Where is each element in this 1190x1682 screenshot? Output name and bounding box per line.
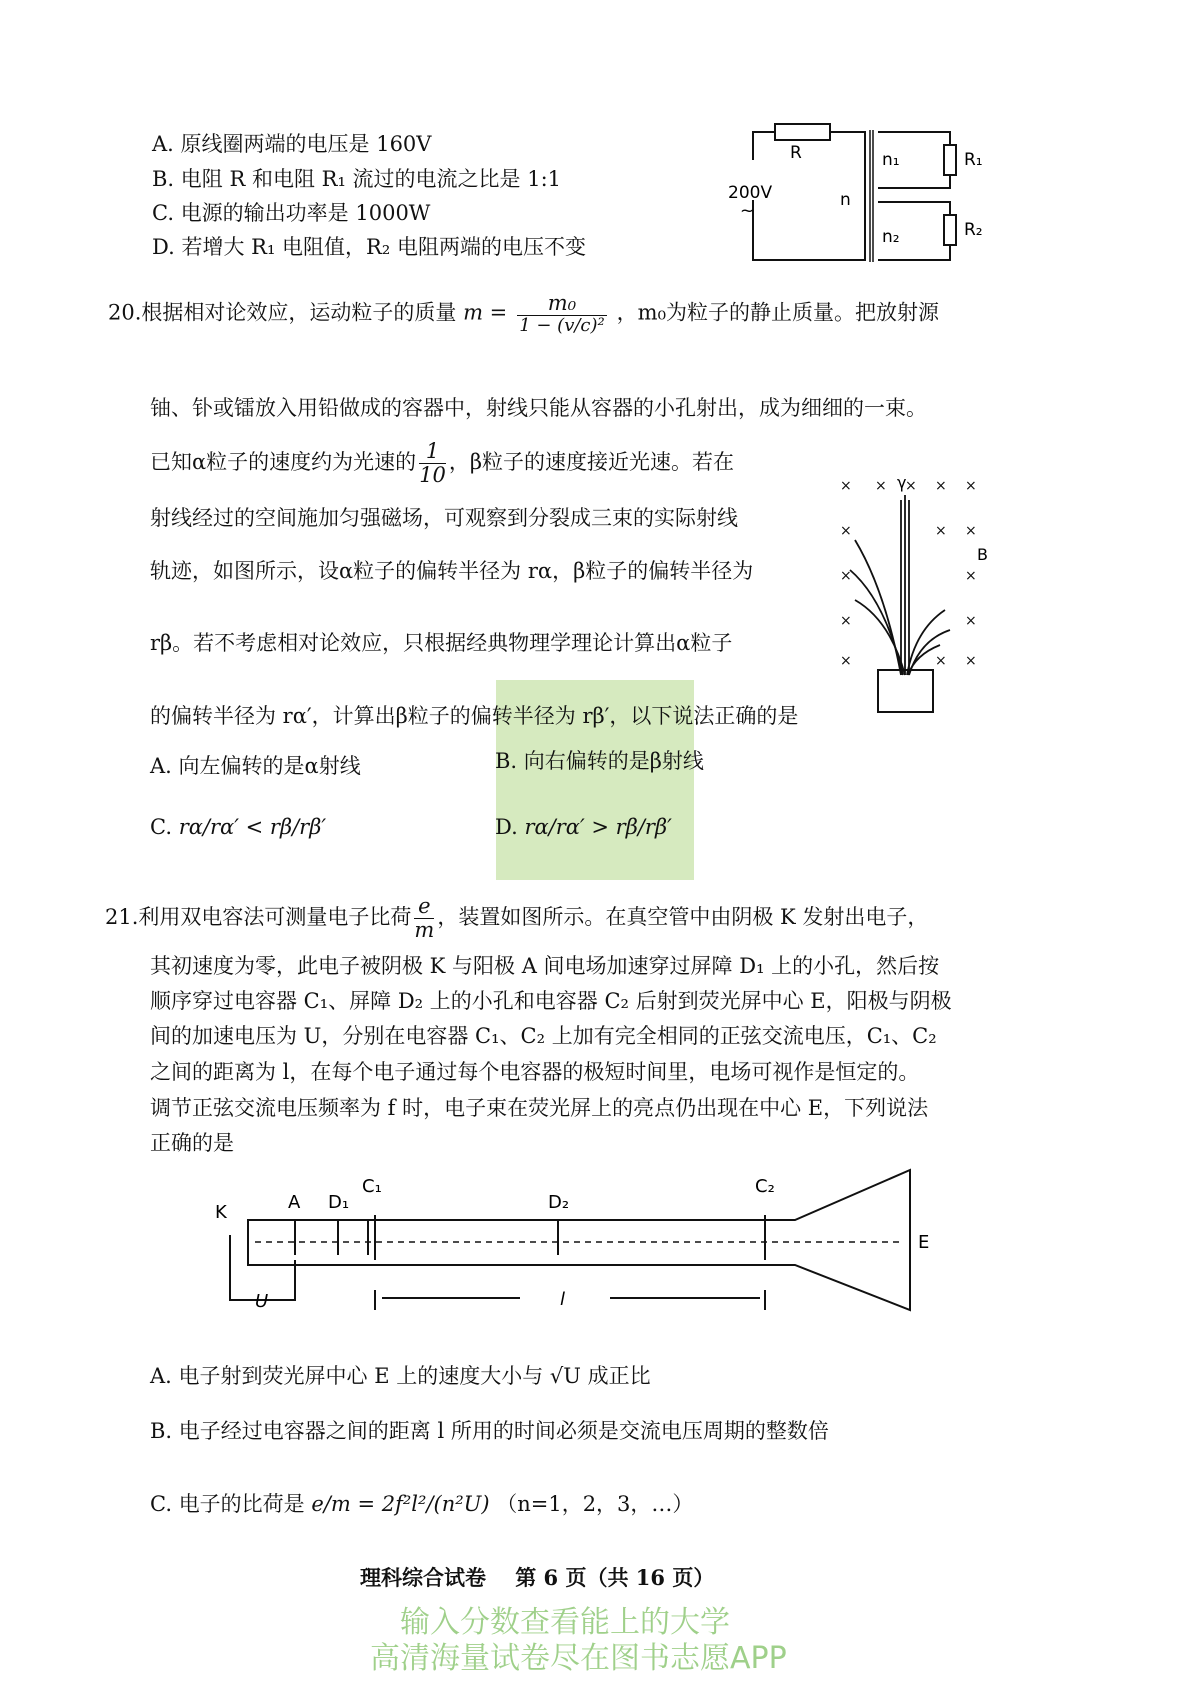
watermark-text: 输入分数查看能上的大学 [400, 1605, 730, 1640]
q20-stem-line1: 20.根据相对论效应，运动粒子的质量 m = $\frac{\text{m₀}}{\text{1 − (v/c)²}}$ ，m₀为粒子的静止质量。把放射源 [108, 291, 939, 337]
q19-option-d: D. 若增大 R₁ 电阻值，R₂ 电阻两端的电压不变 [152, 235, 586, 259]
svg-text:×: × [875, 478, 887, 494]
svg-text:×: × [965, 653, 977, 669]
svg-text:×: × [840, 478, 852, 494]
q20-stem-line4: 射线经过的空间施加匀强磁场，可观察到分裂成三束的实际射线 [150, 506, 738, 530]
q21-option-a: A. 电子射到荧光屏中心 E 上的速度大小与 √U 成正比 [150, 1364, 651, 1388]
transformer-circuit [720, 120, 1000, 270]
svg-text:×: × [935, 478, 947, 494]
label-ac: ~ [740, 201, 755, 221]
svg-text:×: × [965, 568, 977, 584]
q19-option-b: B. 电阻 R 和电阻 R₁ 流过的电流之比是 1:1 [152, 167, 562, 191]
svg-text:×: × [965, 613, 977, 629]
label-B: B [977, 545, 988, 564]
q20-stem-line2: 铀、钋或镭放入用铅做成的容器中，射线只能从容器的小孔射出，成为细细的一束。 [150, 396, 927, 420]
label-D2: D₂ [548, 1192, 570, 1213]
watermark-text: 高清海量试卷尽在图书志愿APP [370, 1641, 787, 1676]
label-R1: R₁ [964, 150, 983, 170]
svg-text:×: × [840, 523, 852, 539]
label-n1: n₁ [882, 150, 900, 170]
vacuum-tube-figure [210, 1160, 940, 1330]
q19-option-c: C. 电源的输出功率是 1000W [152, 201, 431, 225]
label-C2: C₂ [755, 1176, 775, 1197]
q21-option-b: B. 电子经过电容器之间的距离 l 所用的时间必须是交流电压周期的整数倍 [150, 1419, 829, 1443]
label-D1: D₁ [328, 1192, 350, 1213]
label-R: R [790, 143, 802, 163]
label-l: l [560, 1289, 566, 1310]
q20-stem-line5: 轨迹，如图所示，设α粒子的偏转半径为 rα，β粒子的偏转半径为 [150, 559, 754, 583]
q21-stem-line: 之间的距离为 l，在每个电子通过每个电容器的极短时间里，电场可视作是恒定的。 [150, 1060, 920, 1084]
label-K: K [215, 1202, 227, 1223]
label-source: 200V [728, 183, 773, 203]
q21-stem-line: 调节正弦交流电压频率为 f 时，电子束在荧光屏上的亮点仍出现在中心 E，下列说法 [150, 1096, 929, 1120]
q21-option-c: C. 电子的比荷是 e/m = 2f²l²/(n²U) （n=1，2，3，…） [150, 1492, 694, 1516]
label-R2: R₂ [964, 220, 983, 240]
q20-option-a: A. 向左偏转的是α射线 [150, 754, 361, 778]
page-footer: 理科综合试卷 第 6 页（共 16 页） [360, 1565, 715, 1590]
label-n: n [840, 190, 851, 210]
svg-text:×: × [965, 478, 977, 494]
svg-text:×: × [840, 653, 852, 669]
q21-stem-line: 顺序穿过电容器 C₁、屏障 D₂ 上的小孔和电容器 C₂ 后射到荧光屏中心 E，阳极与阴极 [150, 989, 952, 1013]
q20-option-d: D. rα/rα′ > rβ/rβ′ [495, 815, 672, 839]
q20-stem-line3: 已知α粒子的速度约为光速的 $\frac{1}{10}$ ，β粒子的速度接近光速。若在 [150, 439, 735, 488]
q20-option-b: B. 向右偏转的是β射线 [495, 749, 704, 773]
label-A: A [288, 1192, 301, 1213]
q19-option-a: A. 原线圈两端的电压是 160V [152, 132, 432, 156]
svg-text:×: × [840, 568, 852, 584]
svg-text:×: × [935, 653, 947, 669]
q21-stem-line: 正确的是 [150, 1131, 234, 1155]
label-gamma: γ [897, 473, 907, 492]
label-E: E [918, 1232, 930, 1253]
svg-text:×: × [905, 478, 917, 494]
label-C1: C₁ [362, 1176, 382, 1197]
q21-stem-line: 间的加速电压为 U，分别在电容器 C₁、C₂ 上加有完全相同的正弦交流电压，C₁、C₂ [150, 1024, 937, 1048]
q20-stem-line6: rβ。若不考虑相对论效应，只根据经典物理学理论计算出α粒子 [150, 631, 733, 655]
magnetic-field-figure [835, 470, 995, 720]
label-U: U [255, 1291, 269, 1312]
svg-text:×: × [965, 523, 977, 539]
q21-stem-line1: 21.利用双电容法可测量电子比荷 $\frac{e}{m}$ ，装置如图所示。在真空管中由阴极 K 发射出电子， [105, 894, 929, 943]
svg-text:×: × [935, 523, 947, 539]
svg-text:×: × [840, 613, 852, 629]
q20-option-c: C. rα/rα′ < rβ/rβ′ [150, 815, 327, 839]
q20-stem-line7: 的偏转半径为 rα′，计算出β粒子的偏转半径为 rβ′，以下说法正确的是 [150, 704, 799, 728]
q21-stem-line: 其初速度为零，此电子被阴极 K 与阳极 A 间电场加速穿过屏障 D₁ 上的小孔，然后按 [150, 954, 940, 978]
label-n2: n₂ [882, 227, 900, 247]
